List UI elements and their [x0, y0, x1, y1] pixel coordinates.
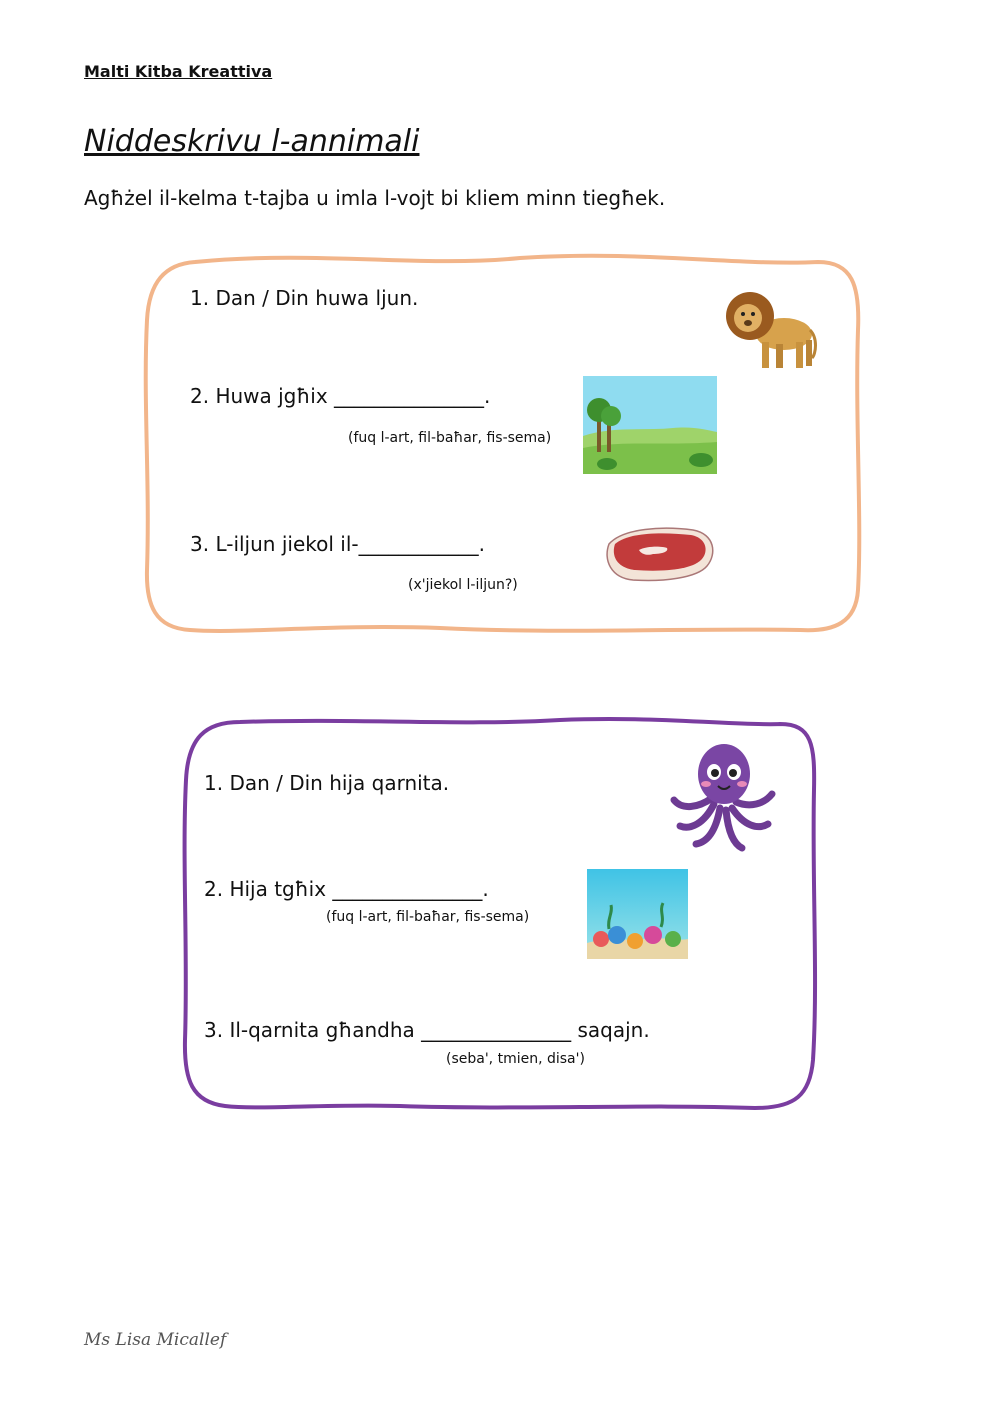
steak-icon — [603, 524, 719, 586]
seabed-icon — [587, 869, 688, 959]
header: Malti Kitba Kreattiva — [84, 62, 273, 81]
grassland-icon — [583, 376, 717, 474]
box1-q1: 1. Dan / Din huwa ljun. — [190, 286, 419, 310]
octopus-icon — [668, 738, 780, 854]
instruction: Agħżel il-kelma t-tajba u imla l-vojt bi kliem minn tiegħek. — [84, 186, 666, 210]
box2-q2: 2. Hija tgħix _______________. — [204, 877, 489, 901]
footer-author: Ms Lisa Micallef — [84, 1330, 227, 1350]
box2-q2-hint: (fuq l-art, fil-baħar, fis-sema) — [326, 909, 530, 925]
box2-q1: 1. Dan / Din hija qarnita. — [204, 771, 450, 795]
box2-q3: 3. Il-qarnita għandha _______________ saqajn. — [204, 1018, 650, 1042]
box1-q2: 2. Huwa jgħix _______________. — [190, 384, 491, 408]
page-title: Niddeskrivu l-annimali — [84, 124, 420, 159]
box1-q3-hint: (x'jiekol l-iljun?) — [408, 577, 518, 593]
box2-q3-hint: (seba', tmien, disa') — [446, 1051, 585, 1067]
box1-q2-hint: (fuq l-art, fil-baħar, fis-sema) — [348, 430, 552, 446]
lion-icon — [722, 282, 818, 378]
box1-q3: 3. L-iljun jiekol il-____________. — [190, 532, 485, 556]
